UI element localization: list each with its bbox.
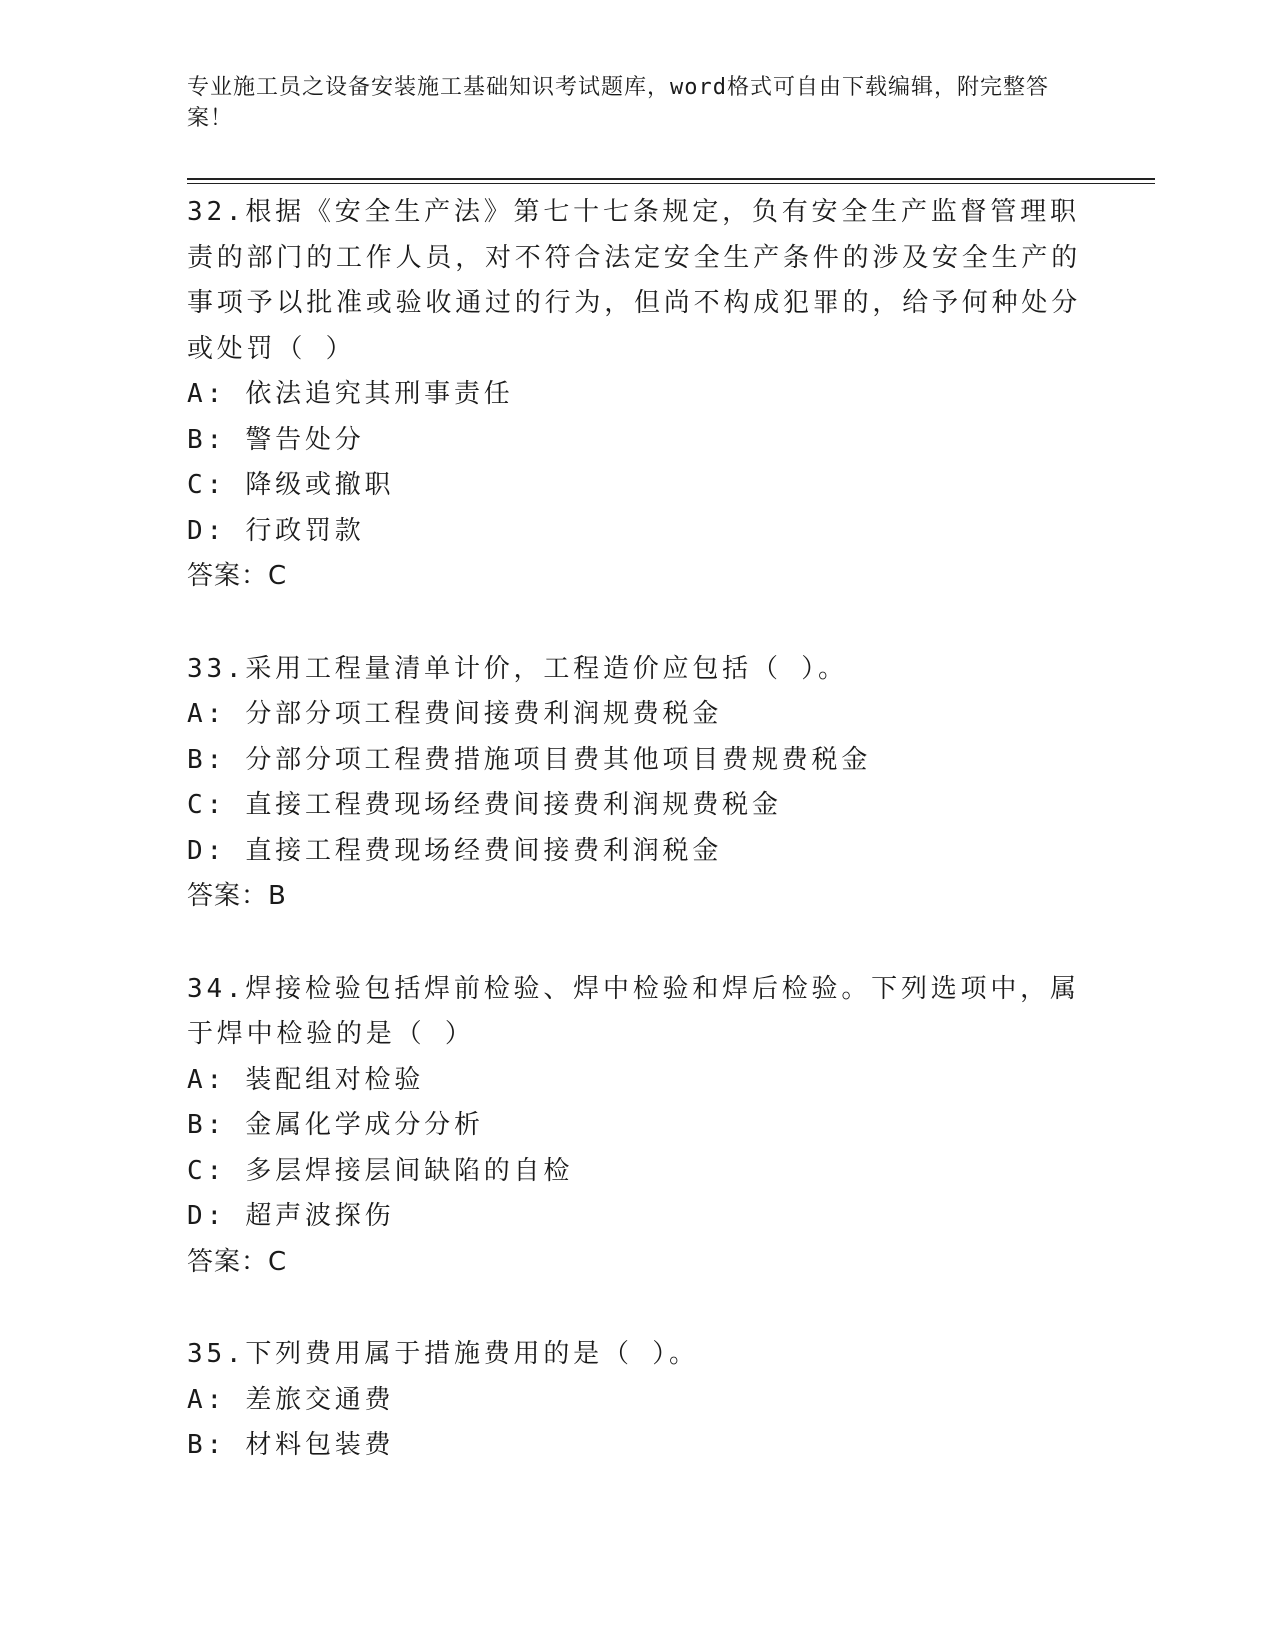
option-c: C: 多层焊接层间缺陷的自检: [187, 1155, 574, 1186]
question-stem: 35.下列费用属于措施费用的是（ ）。: [187, 1339, 699, 1369]
option-d: D: 行政罚款: [187, 515, 365, 546]
answer-line: 答案：C: [187, 1246, 288, 1277]
option-a: A: 差旅交通费: [187, 1384, 395, 1415]
option-b: B: 金属化学成分分析: [187, 1110, 484, 1140]
question-32: [187, 190, 1087, 600]
option-d: D: 超声波探伤: [187, 1201, 395, 1231]
option-b: B: 警告处分: [187, 424, 365, 455]
document-header: 专业施工员之设备安装施工基础知识考试题库，word格式可自由下载编辑，附完整答案！: [187, 75, 1049, 131]
question-list: [187, 190, 1087, 1516]
option-b: B: 分部分项工程费措施项目费其他项目费规费税金: [187, 744, 872, 775]
option-c: C: 直接工程费现场经费间接费利润规费税金: [187, 790, 782, 820]
option-d: D: 直接工程费现场经费间接费利润税金: [187, 835, 723, 866]
question-34: [187, 967, 1087, 1286]
question-stem: 32.根据《安全生产法》第七十七条规定，负有安全生产监督管理职责的部门的工作人员，对不符合法定安全生产条件的涉及安全生产的事项予以批准或验收通过的行为，但尚不构成犯罪的，给予何种处分或处罚（ ）: [187, 197, 1082, 364]
question-stem: 33.采用工程量清单计价，工程造价应包括（ ）。: [187, 653, 848, 684]
header-divider-thin: [187, 183, 1155, 184]
answer-line: 答案：B: [187, 881, 287, 911]
option-a: A: 装配组对检验: [187, 1064, 425, 1095]
question-35: [187, 1332, 1087, 1469]
answer-line: 答案：C: [187, 561, 288, 591]
option-a: A: 分部分项工程费间接费利润规费税金: [187, 699, 723, 729]
question-stem: 34.焊接检验包括焊前检验、焊中检验和焊后检验。下列选项中，属于焊中检验的是（ ）: [187, 973, 1080, 1049]
option-b: B: 材料包装费: [187, 1430, 395, 1460]
header-divider: [187, 178, 1155, 180]
option-c: C: 降级或撤职: [187, 470, 395, 500]
option-a: A: 依法追究其刑事责任: [187, 379, 514, 409]
question-33: [187, 647, 1087, 920]
